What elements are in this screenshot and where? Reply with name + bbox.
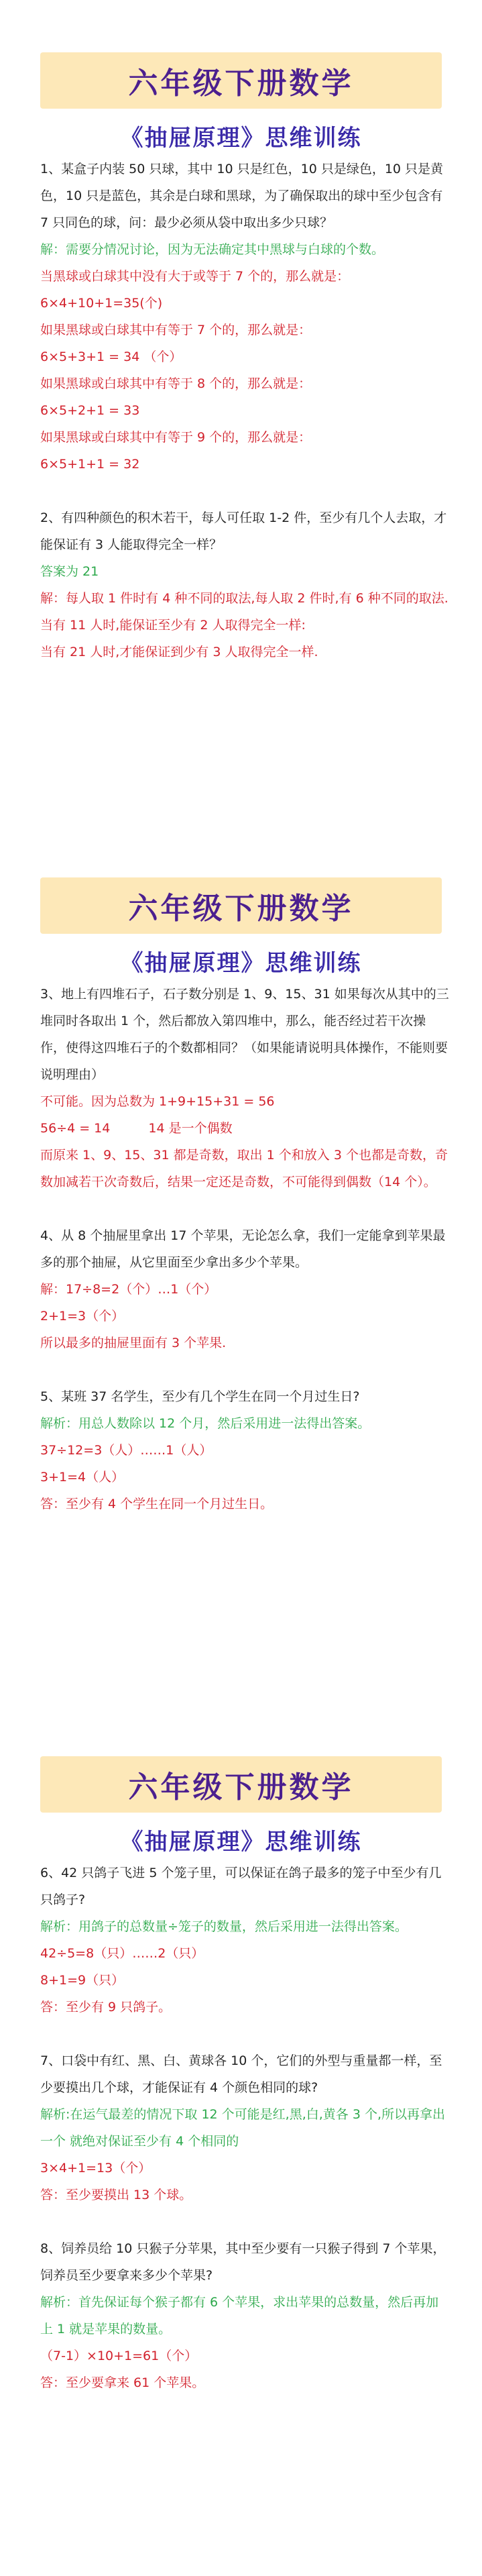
- answer-line: 6×5+1+1 = 32: [40, 457, 140, 472]
- answer-line: 解：需要分情况讨论，因为无法确定其中黑球与白球的个数。: [40, 242, 385, 257]
- spacer: [40, 478, 449, 504]
- answer-line: 解析：首先保证每个猴子都有 6 个苹果，求出苹果的总数量，然后再加上 1 就是苹果的数量。: [40, 2295, 439, 2337]
- question-text: 4、从 8 个抽屉里拿出 17 个苹果，无论怎么拿，我们一定能拿到苹果最多的那个抽屉，从它里面至少拿出多少个苹果。: [40, 1228, 446, 1270]
- question-text: 1、某盒子内装 50 只球，其中 10 只是红色，10 只是绿色，10 只是黄色，10 只是蓝色，其余是白球和黑球，为了确保取出的球中至少包含有 7 只同色的球，问：最少必须从袋中取出多少只球？: [40, 162, 444, 230]
- header-subtitle: 《抽屉原理》思维训练: [120, 1829, 362, 1856]
- header-banner: [40, 52, 442, 109]
- answer-line: 42÷5=8（只）……2（只）: [40, 1946, 204, 1961]
- header-subtitle: 《抽屉原理》思维训练: [120, 950, 362, 977]
- problems-block-2: [40, 981, 449, 1517]
- answer-line: 答：至少要拿来 61 个苹果。: [40, 2375, 205, 2390]
- answer-line: 解析:在运气最差的情况下取 12 个可能是红,黑,白,黄各 3 个,所以再拿出一个 就绝对保证至少有 4 个相同的: [40, 2107, 445, 2149]
- question-text: 7、口袋中有红、黑、白、黄球各 10 个，它们的外型与重量都一样，至少要摸出几个球，才能保证有 4 个颜色相同的球?: [40, 2053, 442, 2095]
- question-text: 6、42 只鸽子飞进 5 个笼子里，可以保证在鸽子最多的笼子中至少有几只鸽子?: [40, 1866, 442, 1907]
- header-title: 六年级下册数学: [128, 1770, 354, 1805]
- answer-line: 而原来 1、9、15、31 都是奇数，取出 1 个和放入 3 个也都是奇数，奇数加减若干次奇数后，结果一定还是奇数，不可能得到偶数（14 个）。: [40, 1148, 448, 1189]
- question-text: 5、某班 37 名学生，至少有几个学生在同一个月过生日?: [40, 1389, 360, 1404]
- answer-line: 答：至少有 4 个学生在同一个月过生日。: [40, 1497, 274, 1511]
- answer-line: 3+1=4（人）: [40, 1470, 125, 1485]
- answer-line: 6×5+3+1 = 34 （个）: [40, 350, 182, 364]
- answer-line: 37÷12=3（人）……1（人）: [40, 1443, 213, 1458]
- spacer: [40, 1356, 449, 1383]
- answer-line: 3×4+1=13（个）: [40, 2161, 152, 2176]
- problems-block-1: [40, 156, 449, 665]
- answer-line: 不可能。因为总数为 1+9+15+31 = 56: [40, 1094, 275, 1109]
- answer-line: 当有 11 人时,能保证至少有 2 人取得完全一样:: [40, 618, 306, 633]
- header-banner: [40, 877, 442, 934]
- question-text: 8、饲养员给 10 只猴子分苹果，其中至少要有一只猴子得到 7 个苹果，饲养员至少要拿来多少个苹果?: [40, 2241, 446, 2283]
- answer-line: 6×5+2+1 = 33: [40, 403, 140, 418]
- question-text: 3、地上有四堆石子，石子数分别是 1、9、15、31 如果每次从其中的三堆同时各取出 1 个，然后都放入第四堆中，那么，能否经过若干次操作，使得这四堆石子的个数都相同？（如果能请说明具体操作，不能则要说明理由）: [40, 987, 449, 1082]
- answer-line: 如果黑球或白球其中有等于 8 个的，那么就是：: [40, 376, 312, 391]
- answer-line: 2+1=3（个）: [40, 1309, 125, 1324]
- spacer: [40, 1195, 449, 1222]
- answer-line: 答案为 21: [40, 564, 99, 579]
- header-banner: [40, 1756, 442, 1813]
- question-text: 2、有四种颜色的积木若干，每人可任取 1-2 件，至少有几个人去取，才能保证有 3 人能取得完全一样？: [40, 511, 447, 552]
- header-subtitle: 《抽屉原理》思维训练: [120, 125, 362, 152]
- problems-block-3: [40, 1860, 449, 2396]
- answer-line: （7-1）×10+1=61（个）: [40, 2349, 198, 2363]
- header-title: 六年级下册数学: [128, 66, 354, 101]
- answer-line: 当有 21 人时,才能保证到少有 3 人取得完全一样.: [40, 645, 318, 659]
- answer-line: 当黑球或白球其中没有大于或等于 7 个的，那么就是：: [40, 269, 350, 284]
- answer-line: 答：至少有 9 只鸽子。: [40, 2000, 172, 2015]
- answer-line: 所以最多的抽屉里面有 3 个苹果.: [40, 1336, 227, 1350]
- answer-line: 如果黑球或白球其中有等于 7 个的，那么就是：: [40, 323, 312, 337]
- answer-line: 解析：用鸽子的总数量÷笼子的数量，然后采用进一法得出答案。: [40, 1919, 408, 1934]
- answer-line: 6×4+10+1=35(个): [40, 296, 163, 311]
- answer-line: 答：至少要摸出 13 个球。: [40, 2188, 192, 2202]
- answer-line: 解：17÷8=2（个）…1（个）: [40, 1282, 217, 1297]
- header-title: 六年级下册数学: [128, 892, 354, 926]
- answer-line: 如果黑球或白球其中有等于 9 个的，那么就是：: [40, 430, 312, 445]
- spacer: [40, 2208, 449, 2235]
- answer-line: 8+1=9（只）: [40, 1973, 125, 1988]
- answer-line: 解析：用总人数除以 12 个月，然后采用进一法得出答案。: [40, 1416, 371, 1431]
- answer-line: 56÷4 = 14 14 是一个偶数: [40, 1121, 233, 1136]
- spacer: [40, 2021, 449, 2047]
- answer-line: 解：每人取 1 件时有 4 种不同的取法,每人取 2 件时,有 6 种不同的取法.: [40, 591, 448, 606]
